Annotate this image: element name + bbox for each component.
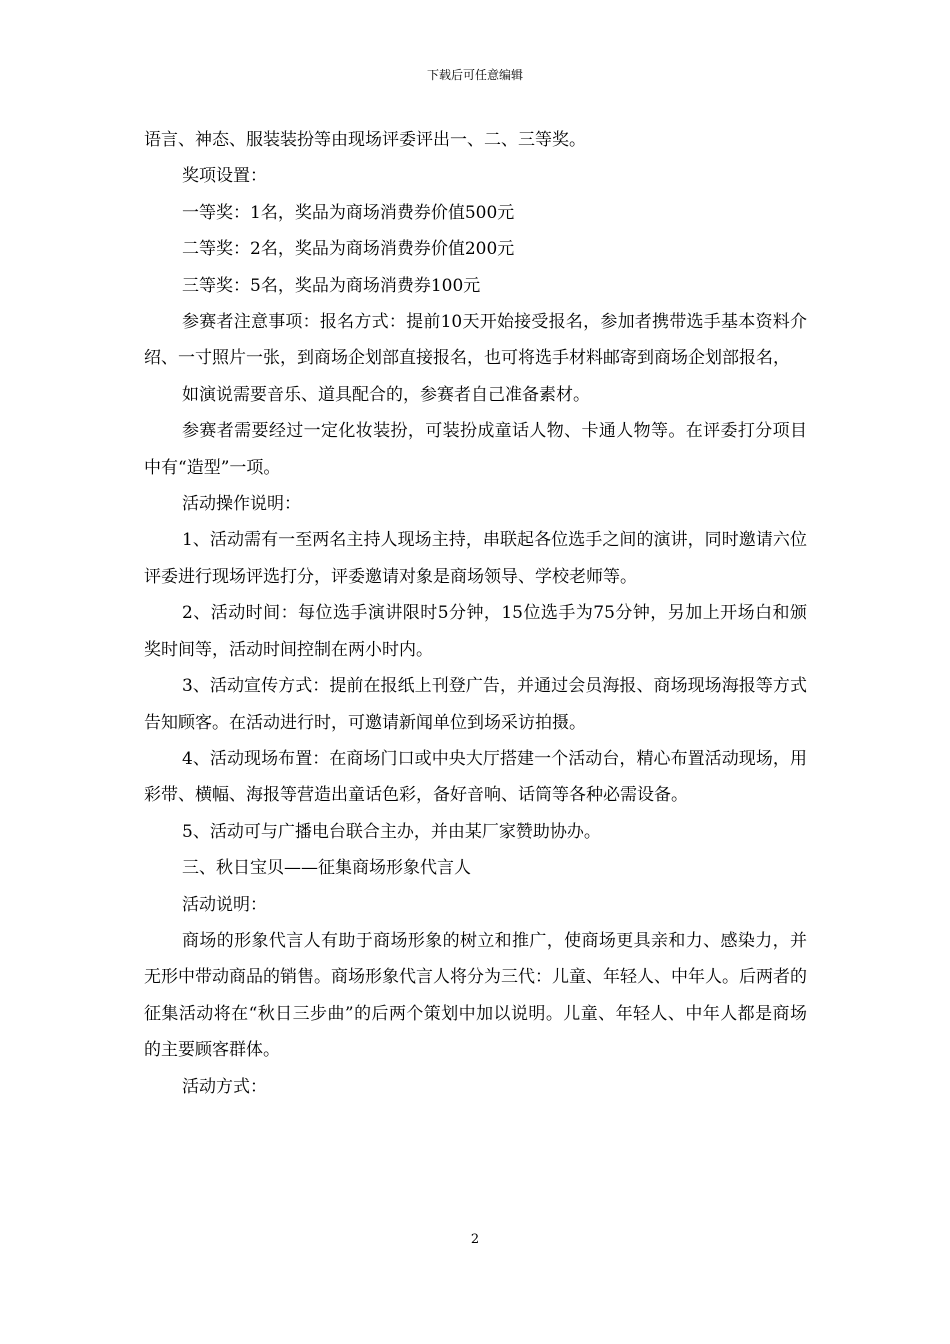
paragraph-award-intro: 语言、神态、服装装扮等由现场评委评出一、二、三等奖。 bbox=[144, 130, 586, 150]
paragraph-item-2: 2、活动时间：每位选手演讲限时5分钟，15位选手为75分钟，另加上开场白和颁奖时间等，活动时间控制在两小时内。 bbox=[144, 603, 807, 660]
paragraph-item-5: 5、活动可与广播电台联合主办，并由某厂家赞助协办。 bbox=[182, 821, 601, 842]
paragraph-item-3: 3、活动宣传方式：提前在报纸上刊登广告，并通过会员海报、商场现场海报等方式告知顾客。在活动进行时，可邀请新闻单位到场采访拍摄。 bbox=[144, 676, 807, 733]
document-body bbox=[144, 122, 807, 1105]
section-heading-3: 三、秋日宝贝——征集商场形象代言人 bbox=[182, 858, 471, 879]
page-header: 下载后可任意编辑 bbox=[426, 68, 523, 82]
paragraph-third-prize: 三等奖：5名，奖品为商场消费券100元 bbox=[182, 275, 481, 296]
paragraph-second-prize: 二等奖：2名，奖品为商场消费券价值200元 bbox=[182, 239, 515, 260]
page-number: 2 bbox=[470, 1232, 480, 1247]
paragraph-award-heading: 奖项设置： bbox=[182, 166, 267, 187]
paragraph-operation-heading: 活动操作说明： bbox=[182, 494, 301, 515]
paragraph-registration: 参赛者注意事项：报名方式：提前10天开始接受报名，参加者携带选手基本资料介绍、一寸照片一张，到商场企划部直接报名，也可将选手材料邮寄到商场企划部报名， bbox=[144, 312, 807, 369]
paragraph-first-prize: 一等奖：1名，奖品为商场消费券价值500元 bbox=[182, 202, 515, 223]
paragraph-costume: 参赛者需要经过一定化妆装扮，可装扮成童话人物、卡通人物等。在评委打分项目中有“造型”一项。 bbox=[144, 421, 807, 478]
paragraph-spokesperson: 商场的形象代言人有助于商场形象的树立和推广，使商场更具亲和力、感染力，并无形中带动商品的销售。商场形象代言人将分为三代：儿童、年轻人、中年人。后两者的征集活动将在“秋日三步曲”的后两个策划中加以说明。儿童、年轻人、中年人都是商场的主要顾客群体。 bbox=[144, 930, 807, 1061]
paragraph-item-1: 1、活动需有一至两名主持人现场主持，串联起各位选手之间的演讲，同时邀请六位评委进行现场评选打分，评委邀请对象是商场领导、学校老师等。 bbox=[144, 530, 807, 587]
paragraph-activity-method-heading: 活动方式： bbox=[182, 1076, 267, 1097]
paragraph-props: 如演说需要音乐、道具配合的，参赛者自己准备素材。 bbox=[182, 384, 590, 405]
paragraph-item-4: 4、活动现场布置：在商场门口或中央大厅搭建一个活动台，精心布置活动现场，用彩带、横幅、海报等营造出童话色彩，备好音响、话筒等各种必需设备。 bbox=[144, 748, 807, 806]
paragraph-activity-desc-heading: 活动说明： bbox=[182, 894, 267, 915]
